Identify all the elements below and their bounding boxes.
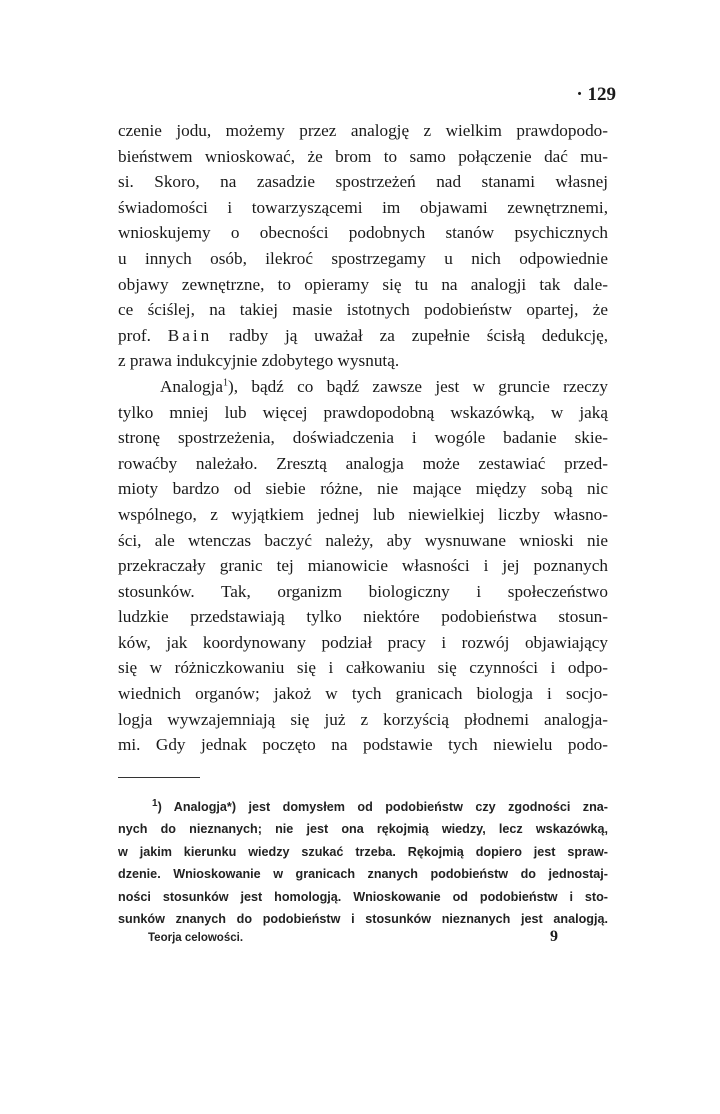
text-fragment: ), bądź co bądź zawsze jest w gruncie rzeczy [228, 376, 608, 396]
text-line: rowaćby należało. Zresztą analogja może zestawiać przed- [118, 453, 608, 473]
text-line: stronę spostrzeżenia, doświadczenia i wogóle badanie skie- [118, 428, 608, 448]
text-line [118, 323, 608, 349]
main-text [118, 118, 608, 758]
printer-signature: Teorja celowości. [148, 932, 244, 944]
text-line: bieństwem wnioskować, że brom to samo połączenie dać mu- [118, 146, 608, 166]
text-line: stosunków. Tak, organizm biologiczny i społeczeństwo [118, 581, 608, 601]
text-line: ści, ale wtenczas baczyć należy, aby wysnuwane wnioski nie [118, 530, 608, 550]
footnote-marker: 1 [223, 377, 229, 389]
text-line: tylko mniej lub więcej prawdopodobną wskazówką, w jaką [118, 402, 608, 422]
author-name: Bain [167, 325, 213, 345]
text-line: ce ściślej, na takiej masie istotnych podobieństw opartej, że [118, 300, 608, 320]
footnote-line [118, 796, 608, 818]
page-number: · 129 [576, 84, 616, 105]
footnote-marker: 1 [152, 797, 158, 809]
text-line: si. Skoro, na zasadzie spostrzeżeń nad stanami własnej [118, 172, 608, 192]
footnote-line: ności stosunków jest homologją. Wnioskowanie od podobieństw i sto- [118, 889, 608, 904]
text-line: logja wywzajemniają się już z korzyścią płodnemi analogja- [118, 709, 608, 729]
footnote-line: w jakim kierunku wiedzy szukać trzeba. Rękojmią dopiero jest spraw- [118, 844, 608, 859]
footnote-line: dzenie. Wnioskowanie w granicach znanych podobieństw do jednostaj- [118, 867, 608, 882]
text-line: ludzkie przedstawiają tylko niektóre podobieństwa stosun- [118, 607, 608, 627]
text-line: mioty bardzo od siebie różne, nie mające między sobą nic [118, 479, 608, 499]
text-line: u innych osób, ilekroć spostrzegamy u nich odpowiednie [118, 248, 608, 268]
footnote-line: nych do nieznanych; nie jest ona rękojmią wiedzy, lecz wskazówką, [118, 822, 608, 837]
text-line: wspólnego, z wyjątkiem jednej lub niewielkiej liczby własno- [118, 504, 608, 524]
text-line: z prawa indukcyjnie zdobytego wysnutą. [118, 351, 400, 371]
signature-number: 9 [550, 928, 558, 945]
footnote-line: sunków znanych do podobieństw i stosunków nieznanych jest analogją. [118, 912, 608, 927]
text-line: ków, jak koordynowany podział pracy i rozwój objawiający [118, 632, 608, 652]
text-fragment: prof. [118, 325, 151, 345]
text-line: mi. Gdy jednak poczęto na podstawie tych niewielu podo- [118, 735, 608, 755]
text-fragment: Analogja [160, 376, 224, 396]
text-line: wnioskujemy o obecności podobnych stanów psychicznych [118, 223, 608, 243]
text-fragment: radby ją uważał za zupełnie ścisłą dedukcję, [229, 325, 609, 345]
text-line: wiednich organów; jakoż w tych granicach biologja i socjo- [118, 684, 608, 704]
text-line: przekraczały granic tej mianowicie własności i jej poznanych [118, 556, 608, 576]
text-fragment: ) Analogja*) jest domysłem od podobieństw czy zgodności zna- [157, 800, 608, 814]
footnote [118, 796, 608, 930]
text-line: świadomości i towarzyszącemi im objawami zewnętrznemi, [118, 197, 608, 217]
text-line [118, 374, 608, 400]
text-line: się w różniczkowaniu się i całkowaniu się czynności i odpo- [118, 658, 608, 678]
text-line: czenie jodu, możemy przez analogję z wielkim prawdopodo- [118, 121, 608, 140]
text-line: objawy zewnętrzne, to opieramy się tu na analogji tak dale- [118, 274, 608, 294]
footnote-divider [118, 777, 200, 778]
